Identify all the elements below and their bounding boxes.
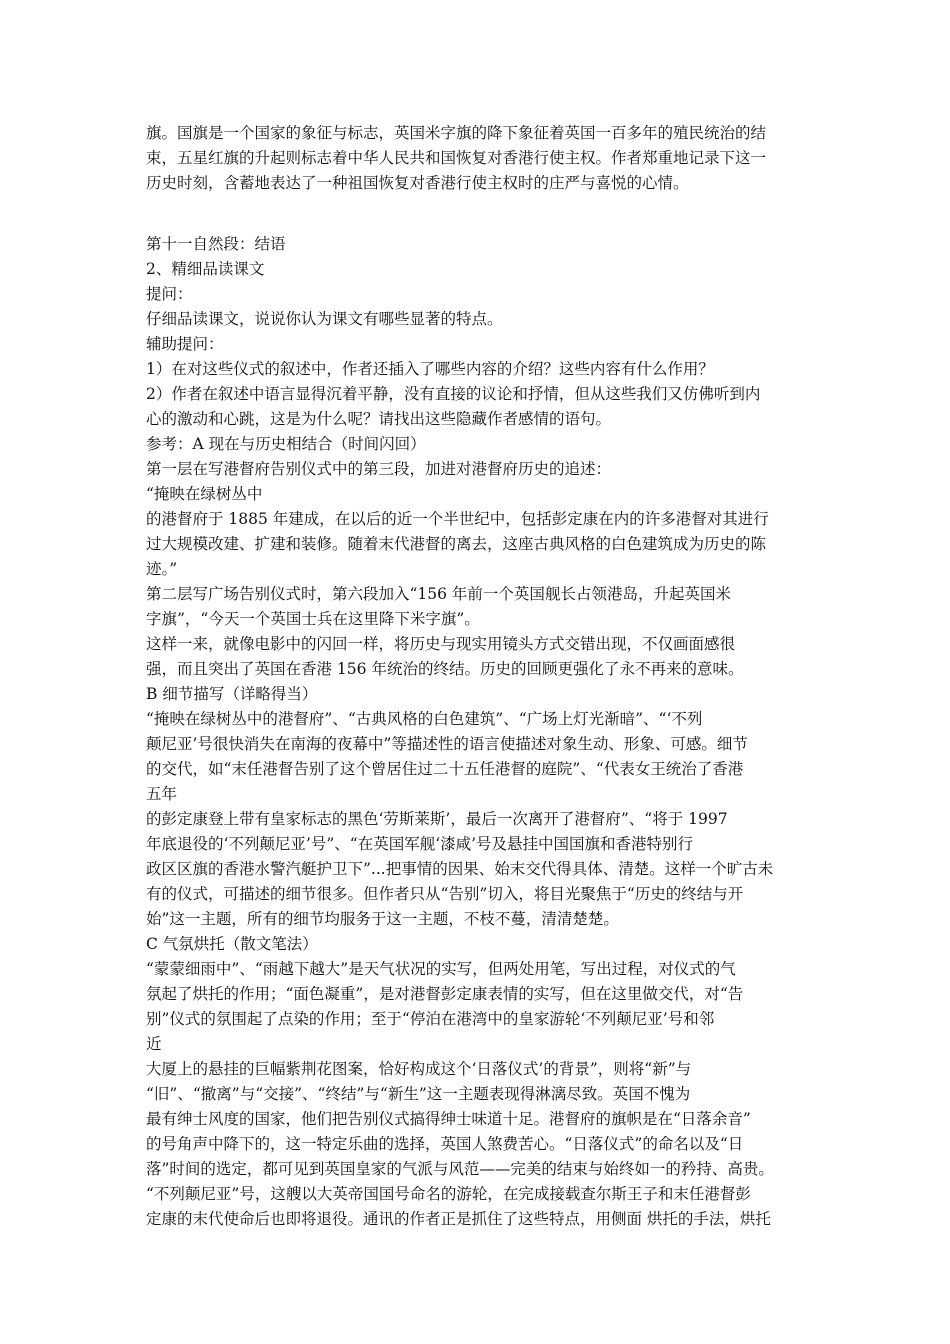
section-heading: C 气氛烘托（散文笔法） bbox=[146, 935, 318, 953]
text-line: 的港督府于 1885 年建成，在以后的近一个半世纪中，包括彭定康在内的许多港督对其进行 bbox=[146, 510, 769, 528]
text-line: 政区区旗的香港水警汽艇护卫下”...把事情的因果、始末交代得具体、清楚。这样一个旷古未 bbox=[146, 860, 774, 878]
text-line: 年底退役的‘不列颠尼亚’号”、“在英国军舰‘漆咸’号及悬挂中国国旗和香港特别行 bbox=[146, 835, 694, 853]
text-line: 仔细品读课文，说说你认为课文有哪些显著的特点。 bbox=[146, 310, 503, 328]
text-line: 的号角声中降下的，这一特定乐曲的选择，英国人煞费苦心。“日落仪式”的命名以及“日 bbox=[146, 1135, 744, 1153]
text-line: 五年 bbox=[146, 785, 178, 803]
text-line: 氛起了烘托的作用；“面色凝重”，是对港督彭定康表情的实写，但在这里做交代，对“告 bbox=[146, 985, 744, 1003]
paragraph-gap bbox=[146, 196, 814, 232]
text-line: 历史时刻，含蓄地表达了一种祖国恢复对香港行使主权时的庄严与喜悦的心情。 bbox=[146, 174, 689, 192]
text-line: 束，五星红旗的升起则标志着中华人民共和国恢复对香港行使主权。作者郑重地记录下这一 bbox=[146, 149, 767, 167]
text-line: 定康的末代使命后也即将退役。通讯的作者正是抓住了这些特点，用侧面 烘托的手法，烘托 bbox=[146, 1210, 771, 1228]
text-line: 落”时间的选定，都可见到英国皇家的气派与风范——完美的结束与始终如一的矜持、高贵。 bbox=[146, 1160, 774, 1178]
text-line: “掩映在绿树丛中的港督府”、“古典风格的白色建筑”、“广场上灯光渐暗”、“‘不列 bbox=[146, 710, 703, 728]
text-line: 的彭定康登上带有皇家标志的黑色‘劳斯莱斯’，最后一次离开了港督府”、“将于 1997 bbox=[146, 810, 728, 828]
section-heading: 2、精细品读课文 bbox=[146, 260, 265, 278]
text-line: 辅助提问： bbox=[146, 335, 224, 353]
text-line: 有的仪式，可描述的细节很多。但作者只从“告别”切入，将目光聚焦于“历史的终结与开 bbox=[146, 885, 744, 903]
text-line: “旧”、“撤离”与“交接”、“终结”与“新生”这一主题表现得淋漓尽致。英国不愧为 bbox=[146, 1085, 691, 1103]
section-heading: 参考：A 现在与历史相结合（时间闪回） bbox=[146, 435, 426, 453]
text-line: 大厦上的悬挂的巨幅紫荆花图案，恰好构成这个‘日落仪式’的背景”，则将“新”与 bbox=[146, 1060, 692, 1078]
text-line: 强，而且突出了英国在香港 156 年统治的终结。历史的回顾更强化了永不再来的意味。 bbox=[146, 660, 744, 678]
text-line: 这样一来，就像电影中的闪回一样，将历史与现实用镜头方式交错出现，不仅画面感很 bbox=[146, 635, 736, 653]
text-line: 字旗”，“今天一个英国士兵在这里降下米字旗”。 bbox=[146, 610, 480, 628]
text-line: 心的激动和心跳，这是为什么呢？请找出这些隐藏作者感情的语句。 bbox=[146, 410, 612, 428]
text-line: 第一层在写港督府告别仪式中的第三段，加进对港督府历史的追述： bbox=[146, 460, 612, 478]
text-line: 第二层写广场告别仪式时，第六段加入“156 年前一个英国舰长占领港岛，升起英国米 bbox=[146, 585, 731, 603]
text-line: “不列颠尼亚”号，这艘以大英帝国国号命名的游轮，在完成接载查尔斯王子和末任港督彭 bbox=[146, 1185, 751, 1203]
text-line: 提问： bbox=[146, 285, 193, 303]
text-line: 迹。” bbox=[146, 560, 178, 578]
text-line: 始”这一主题，所有的细节均服务于这一主题，不枝不蔓，清清楚楚。 bbox=[146, 910, 619, 928]
text-line: 最有绅士风度的国家，他们把告别仪式搞得绅士味道十足。港督府的旗帜是在“日落余音” bbox=[146, 1110, 751, 1128]
text-line: 过大规模改建、扩建和装修。随着末代港督的离去，这座古典风格的白色建筑成为历史的陈 bbox=[146, 535, 767, 553]
text-line: 别”仪式的氛围起了点染的作用；至于“停泊在港湾中的皇家游轮‘不列颠尼亚’号和邻 bbox=[146, 1010, 715, 1028]
section-heading: 第十一自然段：结语 bbox=[146, 235, 286, 253]
section-heading: B 细节描写（详略得当） bbox=[146, 685, 318, 703]
text-line: 旗。国旗是一个国家的象征与标志，英国米字旗的降下象征着英国一百多年的殖民统治的结 bbox=[146, 124, 767, 142]
text-line: 颠尼亚’号很快消失在南海的夜幕中”等描述性的语言使描述对象生动、形象、可感。细节 bbox=[146, 735, 748, 753]
text-line: 的交代，如“末任港督告别了这个曾居住过二十五任港督的庭院”、“代表女王统治了香港 bbox=[146, 760, 744, 778]
text-line: 近 bbox=[146, 1035, 162, 1053]
text-line: 2）作者在叙述中语言显得沉着平静，没有直接的议论和抒情，但从这些我们又仿佛听到内 bbox=[146, 385, 761, 403]
text-line: “掩映在绿树丛中 bbox=[146, 485, 263, 503]
text-line: “蒙蒙细雨中”、“雨越下越大”是天气状况的实写，但两处用笔，写出过程，对仪式的气 bbox=[146, 960, 736, 978]
text-line: 1）在对这些仪式的叙述中，作者还插入了哪些内容的介绍？这些内容有什么作用？ bbox=[146, 360, 714, 378]
body-text bbox=[146, 121, 814, 1232]
